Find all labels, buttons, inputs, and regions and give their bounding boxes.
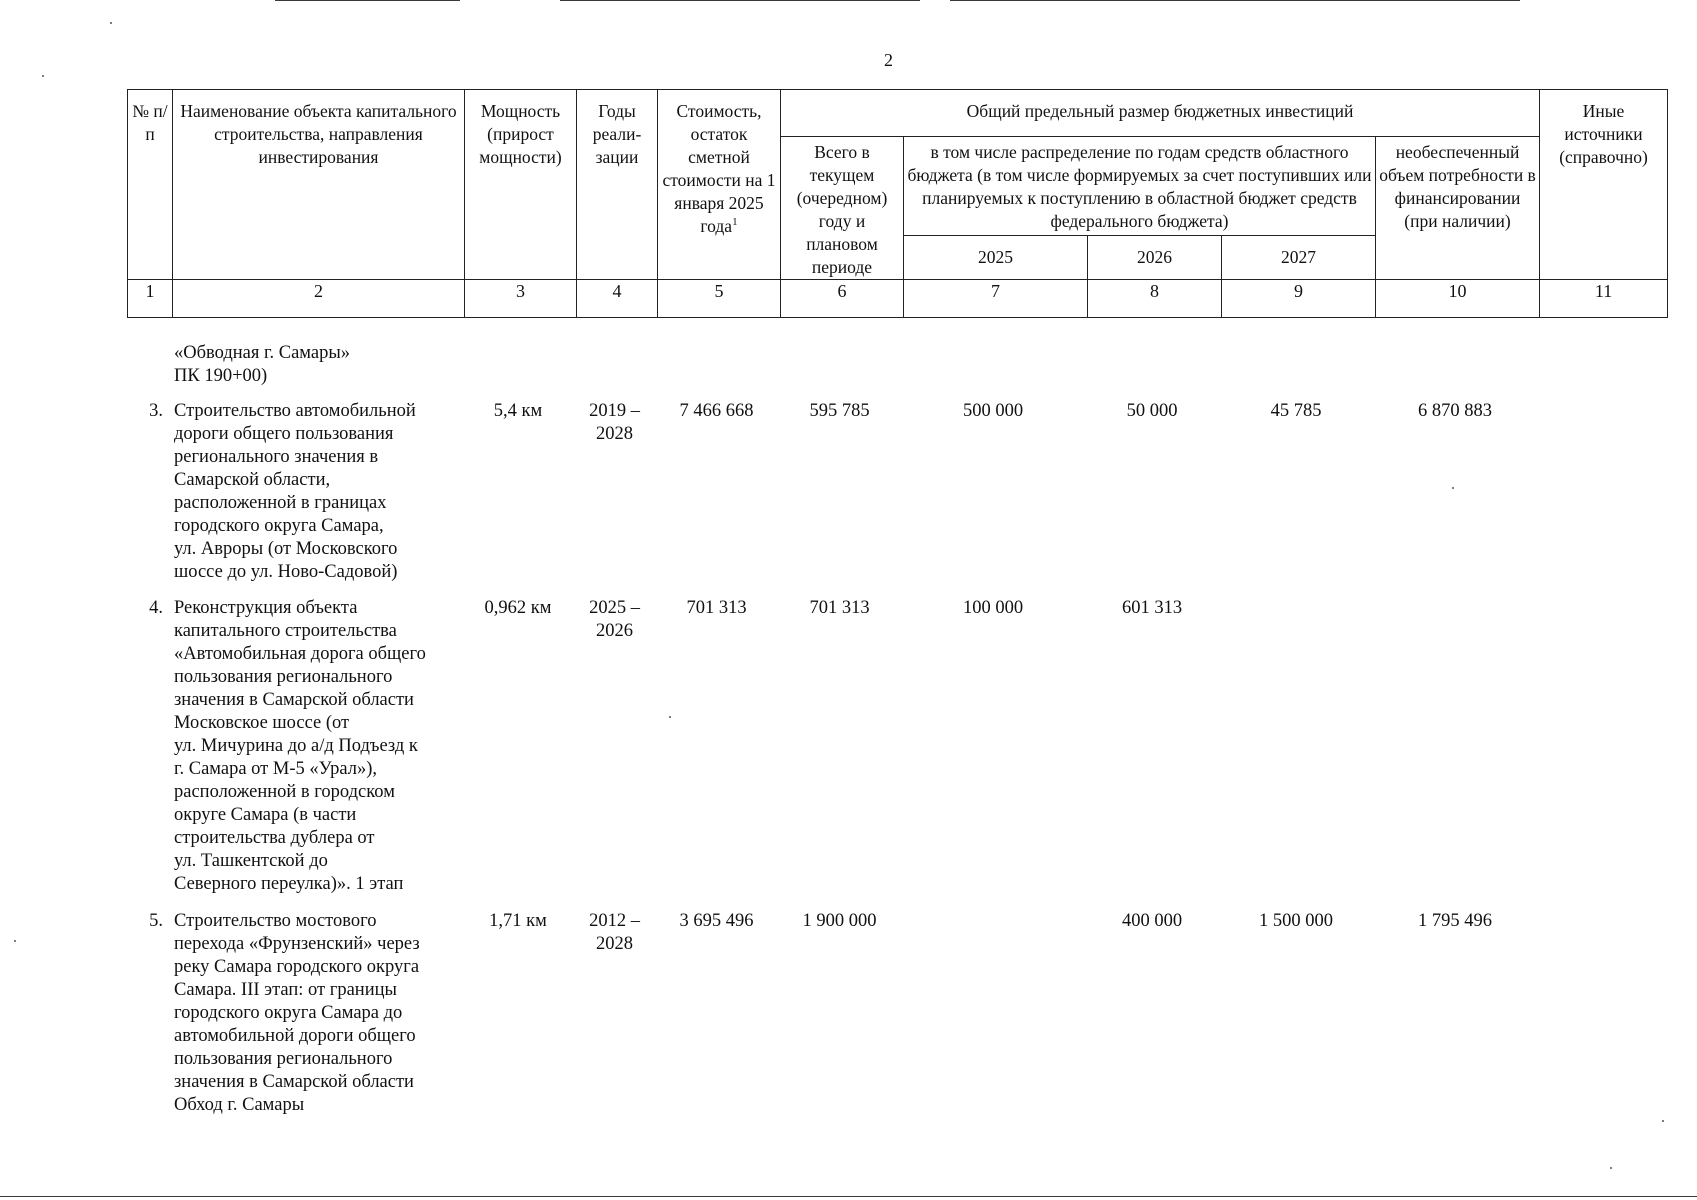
scan-speck (1662, 1120, 1664, 1122)
header-col-no: № п/п (128, 90, 173, 280)
capacity-value: 5,4 км (493, 401, 543, 421)
object-name: Реконструкция объекта капитального строительства «Автомобильная дорога общего пользования регионального значения в Самарской области Московское шоссе (от ул. Мичурина до а/д Подъезд к г. Самара от М-5 «Урал»), расположенной в городском округе Самара (в части строительства дублера от ул. Ташкентской до Северного переулка)». 1 этап (174, 598, 426, 894)
header-col-cost-text: Стоимость, остаток сметной стоимости на 1 января 2025 года (662, 101, 776, 236)
header-year-2027: 2027 (1222, 236, 1376, 280)
page-number: 2 (884, 50, 893, 70)
header-col-years: Годы реали-зации (577, 90, 658, 280)
year-2026-value: 400 000 (1121, 911, 1183, 931)
scan-speck (1452, 487, 1454, 489)
unfunded-value: 6 870 883 (1418, 401, 1492, 421)
scan-speck (110, 22, 112, 24)
column-number: 2 (173, 280, 465, 318)
years-value: 2012 – 2028 (589, 911, 640, 954)
table-header (127, 89, 1668, 318)
header-budget-group: Общий предельный размер бюджетных инвестиций (781, 90, 1540, 137)
header-col-name: Наименование объекта капитального строительства, направления инвестирования (173, 90, 465, 280)
column-number: 10 (1376, 280, 1540, 318)
header-col-capacity: Мощность (прирост мощности) (465, 90, 577, 280)
column-number: 9 (1222, 280, 1376, 318)
column-number: 11 (1540, 280, 1668, 318)
capacity-value: 1,71 км (489, 911, 547, 931)
object-name: Строительство автомобильной дороги общего пользования регионального значения в Самарской области, расположенной в границах городского округа Самара, ул. Авроры (от Московского шоссе до ул. Ново-Садовой) (174, 401, 416, 582)
footnote-marker: 1 (732, 216, 738, 229)
total-value: 1 900 000 (802, 911, 877, 931)
scan-speck (42, 75, 44, 77)
column-number: 3 (465, 280, 577, 318)
year-2027-value: 45 785 (1270, 401, 1322, 421)
header-col-other: Иные источники (справочно) (1540, 90, 1668, 280)
column-number: 6 (781, 280, 904, 318)
header-col-cost (658, 90, 781, 280)
row-number: 3. (149, 401, 163, 421)
years-value: 2019 – 2028 (589, 401, 640, 444)
total-value: 701 313 (809, 598, 870, 618)
column-number: 8 (1088, 280, 1222, 318)
cost-value: 7 466 668 (679, 401, 754, 421)
column-number: 1 (128, 280, 173, 318)
header-year-2025: 2025 (904, 236, 1088, 280)
column-number: 5 (658, 280, 781, 318)
unfunded-value: 1 795 496 (1418, 911, 1492, 931)
capacity-value: 0,962 км (484, 598, 552, 618)
scan-speck (669, 716, 671, 718)
years-value: 2025 – 2026 (589, 598, 640, 641)
object-name: Строительство мостового перехода «Фрунзенский» через реку Самара городского округа Самара. III этап: от границы городского округа Самара до автомобильной дороги общего пользования регионального значения в Самарской области Обход г. Самары (174, 911, 420, 1115)
cost-value: 3 695 496 (679, 911, 754, 931)
header-col-distribution: в том числе распределение по годам средств областного бюджета (в том числе формируемых за счет поступивших или планируемых к поступлению в областной бюджет средств федерального бюджета) (904, 137, 1376, 236)
header-col-unfunded: необеспеченный объем потребности в финансировании (при наличии) (1376, 137, 1540, 280)
scan-speck (14, 940, 16, 942)
header-year-2026: 2026 (1088, 236, 1222, 280)
column-number: 7 (904, 280, 1088, 318)
row-number: 4. (149, 598, 163, 618)
row-number: 5. (149, 911, 163, 931)
year-2026-value: 601 313 (1121, 598, 1183, 618)
year-2027-value: 1 500 000 (1259, 911, 1333, 931)
cost-value: 701 313 (686, 598, 747, 618)
scan-top-line-1 (275, 0, 460, 1)
year-2025-value: 100 000 (962, 598, 1024, 618)
year-2026-value: 50 000 (1126, 401, 1178, 421)
scan-top-line-3 (950, 0, 1520, 1)
total-value: 595 785 (809, 401, 870, 421)
header-col-total: Всего в текущем (очередном) году и плановом периоде (781, 137, 904, 280)
year-2025-value: 500 000 (962, 401, 1024, 421)
object-name: «Обводная г. Самары» ПК 190+00) (174, 343, 351, 386)
scan-speck (1610, 1167, 1612, 1169)
scan-bottom-line (0, 1196, 1697, 1197)
scan-top-line-2 (560, 0, 920, 1)
column-number: 4 (577, 280, 658, 318)
